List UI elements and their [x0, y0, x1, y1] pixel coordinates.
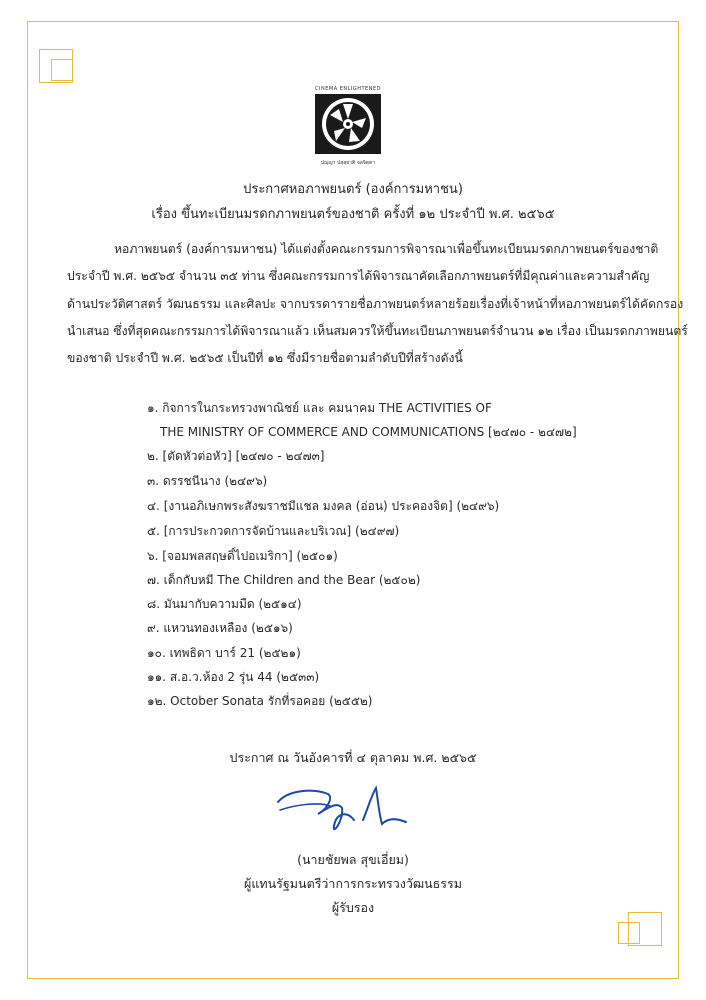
logo-top-text: CINEMA ENLIGHTENED: [315, 86, 381, 92]
body-line: นำเสนอ ซึ่งที่สุดคณะกรรมการได้พิจารณาแล้ว เห็นสมควรให้ขึ้นทะเบียนภาพยนตร์จำนวน ๑๒ เรื่อง เป็นมรดกภาพยนตร์: [67, 323, 688, 338]
body-line: หอภาพยนตร์ (องค์การมหาชน) ได้แต่งตั้งคณะกรรมการพิจารณาเพื่อขึ้นทะเบียนมรดกภาพยนตร์ของชาติ: [114, 242, 659, 256]
body-line: ประจำปี พ.ศ. ๒๕๖๕ จำนวน ๓๕ ท่าน ซึ่งคณะกรรมการได้พิจารณาคัดเลือกภาพยนตร์ที่มีคุณค่าและความสำคัญ: [67, 269, 650, 284]
film-item: ๑๑. ส.อ.ว.ห้อง 2 รุ่น 44 (๒๕๓๓): [147, 670, 320, 684]
body-paragraph: [67, 236, 688, 372]
film-reel-icon: [315, 94, 381, 154]
frame-corner-bottom-right-inner: [618, 922, 640, 944]
film-item: ๑๐. เทพธิดา บาร์ 21 (๒๕๒๑): [147, 646, 301, 660]
film-item: ๘. มันมากับความมืด (๒๕๑๔): [147, 597, 302, 611]
film-item: ๔. [งานอภิเษกพระสังฆราชมีแชล มงคล (อ่อน) ประคองจิต] (๒๔๙๖): [147, 499, 500, 513]
film-item: ๑. กิจการในกระทรวงพาณิชย์ และ คมนาคม THE ACTIVITIES OF: [147, 401, 492, 415]
film-item: ๗. เด็กกับหมี The Children and the Bear (๒๕๐๒): [147, 573, 421, 587]
film-item: ๑๒. October Sonata รักที่รอคอย (๒๕๕๒): [147, 694, 373, 708]
signature: [268, 780, 418, 840]
document-title: ประกาศหอภาพยนตร์ (องค์การมหาชน): [243, 182, 463, 197]
signatory-role: ผู้รับรอง: [331, 900, 375, 915]
signatory-position: ผู้แทนรัฐมนตรีว่าการกระทรวงวัฒนธรรม: [244, 876, 462, 891]
film-item: ๕. [การประกวดการจัดบ้านและบริเวณ] (๒๔๙๗): [147, 524, 400, 538]
signatory-name: (นายชัยพล สุขเอี่ยม): [297, 852, 409, 867]
film-item: ๙. แหวนทองเหลือง (๒๕๑๖): [147, 621, 293, 635]
film-archive-logo: [310, 86, 386, 167]
film-item-continuation: THE MINISTRY OF COMMERCE AND COMMUNICATIONS [๒๔๗๐ - ๒๔๗๒]: [160, 425, 577, 439]
film-item: ๒. [ตัดหัวต่อหัว] [๒๔๗๐ - ๒๔๗๓]: [147, 449, 325, 463]
frame-corner-top-left-inner: [51, 59, 73, 81]
body-line: ของชาติ ประจำปี พ.ศ. ๒๕๖๕ เป็นปีที่ ๑๒ ซึ่งมีรายชื่อตามลำดับปีที่สร้างดังนี้: [67, 351, 463, 366]
film-item: ๓. ดรรชนีนาง (๒๔๙๖): [147, 474, 268, 488]
announcement-date: ประกาศ ณ วันอังคารที่ ๔ ตุลาคม พ.ศ. ๒๕๖๕: [229, 750, 477, 765]
document-subject: เรื่อง ขึ้นทะเบียนมรดกภาพยนตร์ของชาติ ครั้งที่ ๑๒ ประจำปี พ.ศ. ๒๕๖๕: [151, 207, 555, 222]
film-item: ๖. [จอมพลสฤษดิ์ไปอเมริกา] (๒๕๐๑): [147, 549, 338, 563]
body-line: ด้านประวัติศาสตร์ วัฒนธรรม และศิลปะ จากบรรดารายชื่อภาพยนตร์หลายร้อยเรื่องที่เจ้าหน้าที่หอภาพยนตร์ได้คัดกรอง: [67, 296, 684, 311]
logo-bottom-text: ปญฺญา ปสฺสฺยาติ จลจิตตา: [320, 160, 376, 166]
